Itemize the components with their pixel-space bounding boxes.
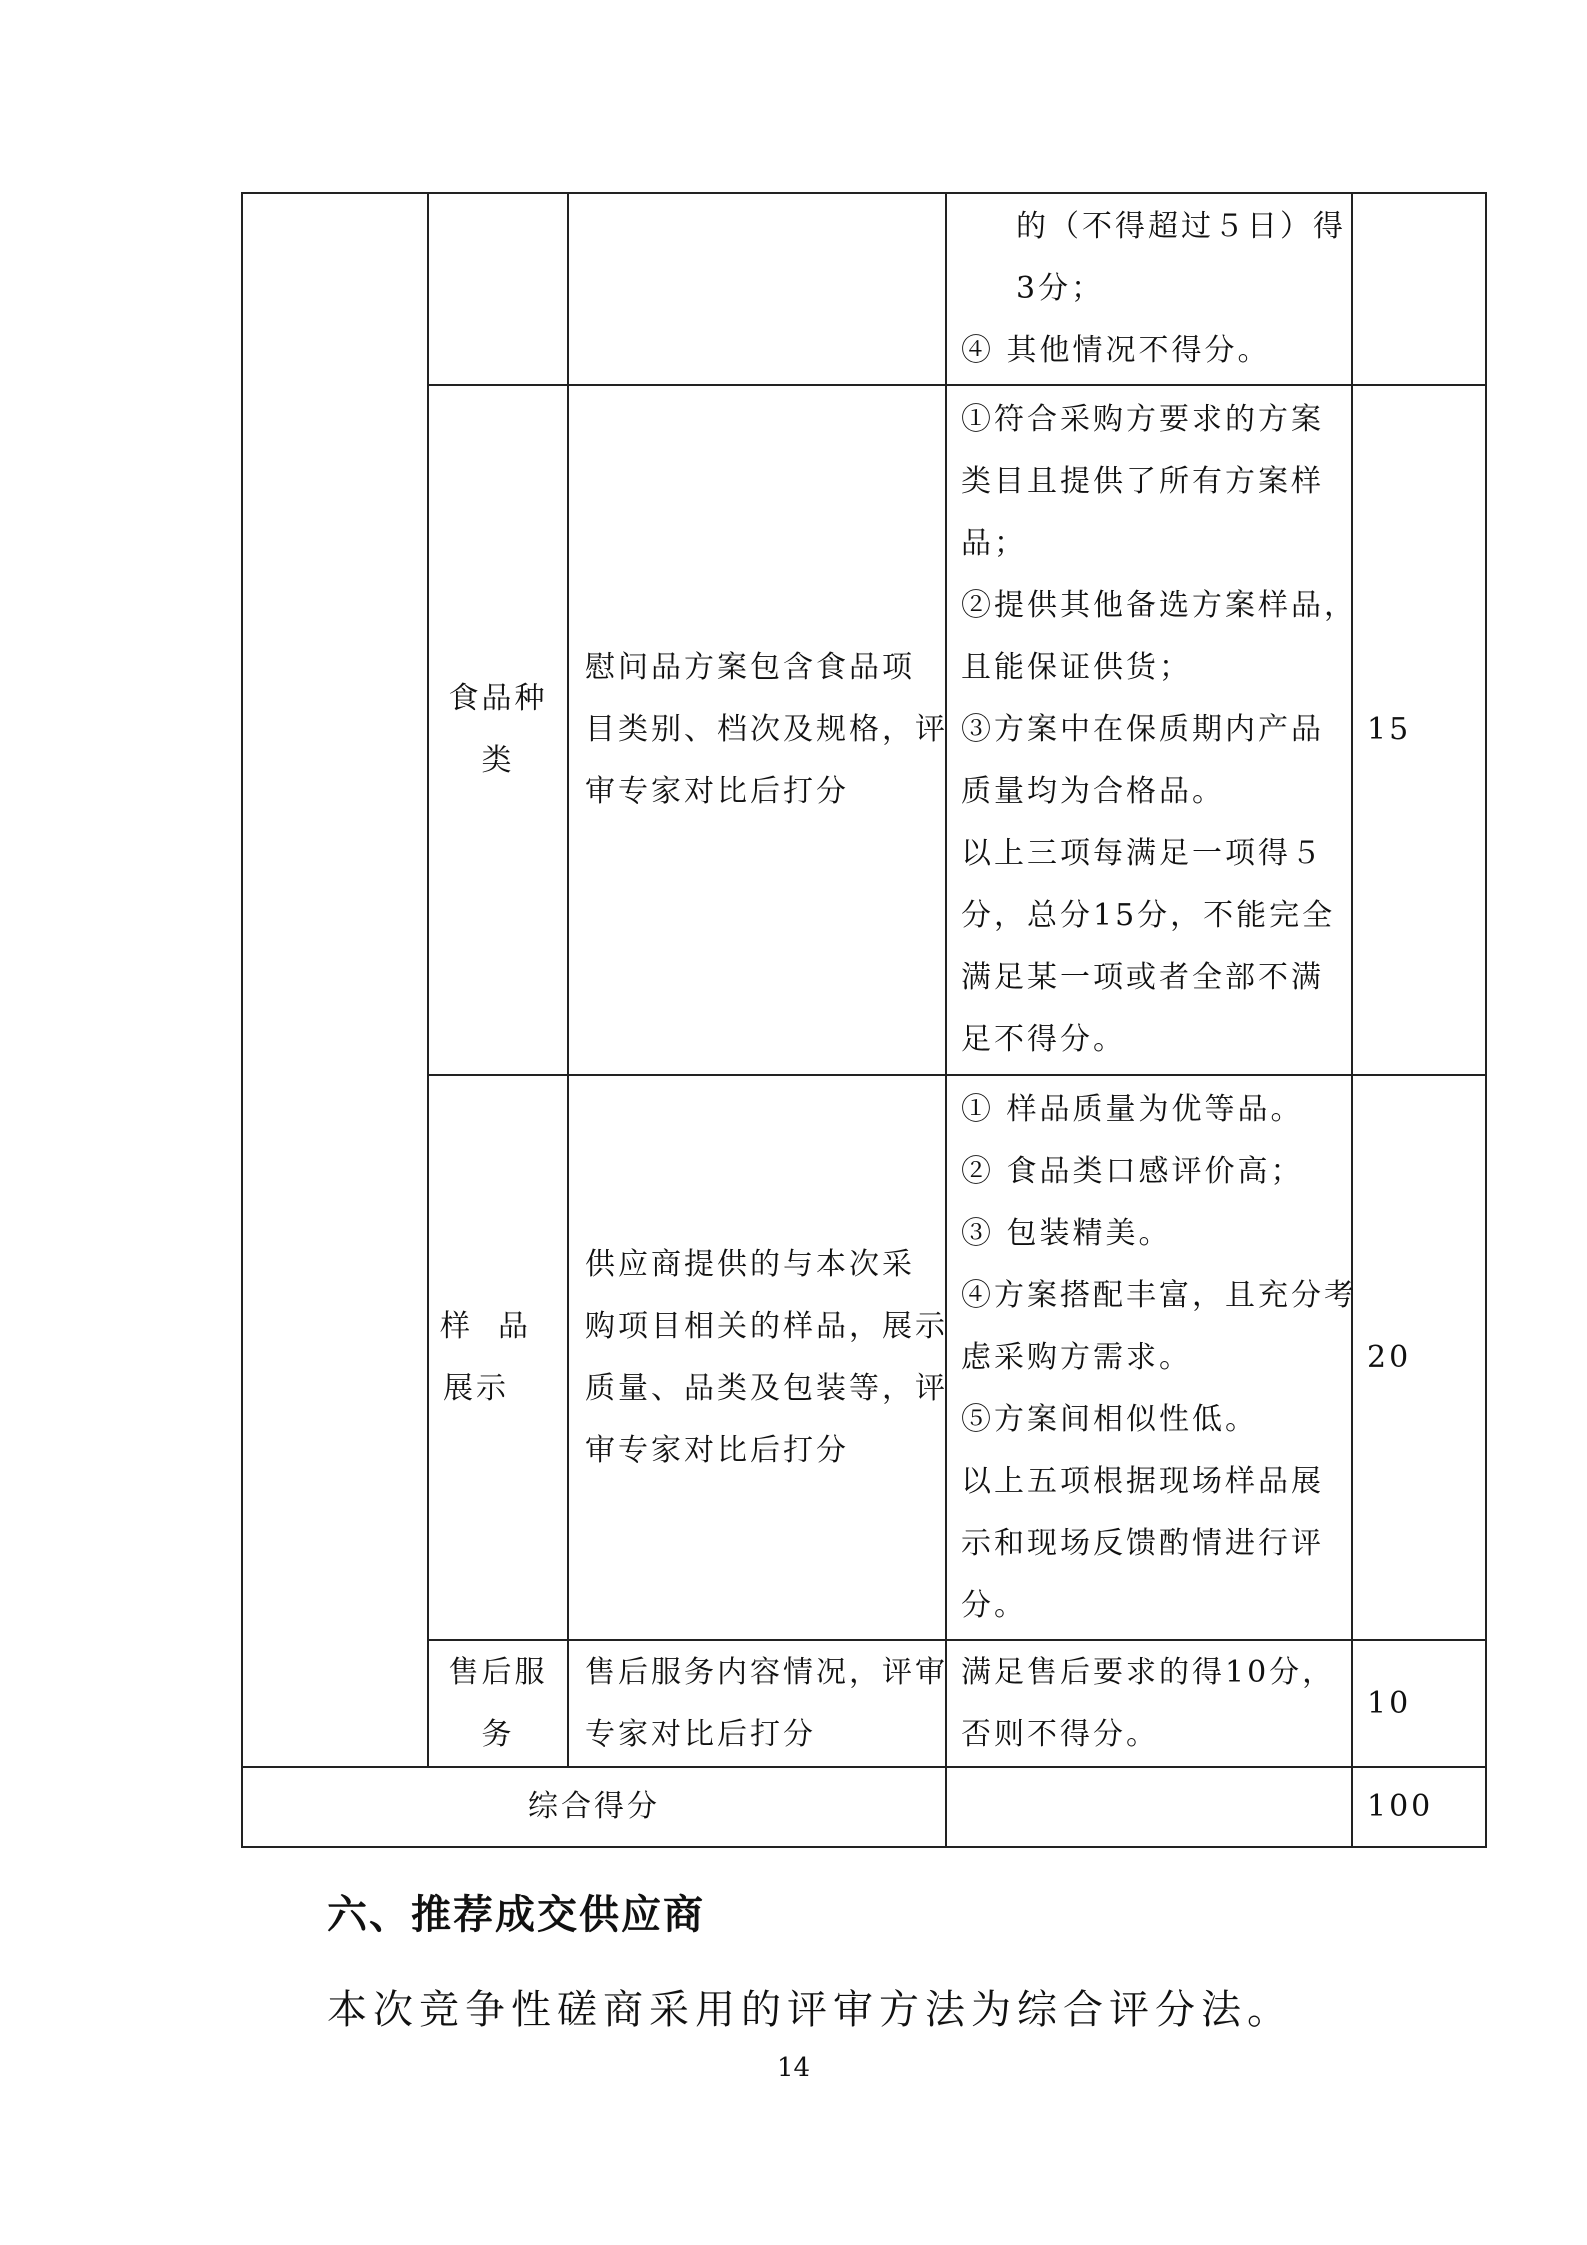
content-line: 目类别、档次及规格，评 [585,712,948,747]
scoring-table [241,192,1487,1848]
table-row [242,1640,1486,1767]
criteria-line: 以上三项每满足一项得５ [961,836,1324,871]
content-line: 供应商提供的与本次采 [585,1246,915,1282]
content-line: 质量、品类及包装等，评 [585,1370,948,1406]
total-criteria-cell [946,1767,1352,1847]
body-paragraph: 本次竞争性磋商采用的评审方法为综合评分法。 [327,1987,1293,2033]
criteria-line: 质量均为合格品。 [961,774,1225,809]
page-number: 14 [776,2053,811,2083]
criteria-line: ②提供其他备选方案样品， [961,588,1357,623]
item-cell [428,193,568,385]
criteria-line: ⑤方案间相似性低。 [961,1401,1258,1437]
score-cell: 10 [1352,1640,1486,1767]
criteria-cell [946,1075,1357,1640]
score-cell: 20 [1352,1075,1486,1640]
criteria-line: 3分； [1016,271,1105,306]
item-line: 展示 [443,1370,509,1406]
criteria-line: 满足售后要求的得10分， [961,1654,1336,1690]
content-line: 专家对比后打分 [585,1716,816,1752]
criteria-line: ④ 其他情况不得分。 [961,333,1271,368]
content-cell [568,385,946,1075]
table-row [242,1075,1486,1640]
content-line: 审专家对比后打分 [585,774,849,809]
criteria-line: 以上五项根据现场样品展 [961,1463,1324,1499]
content-cell [568,1075,946,1640]
item-cell [428,1640,568,1767]
criteria-line: 的（不得超过５日）得 [1016,209,1346,244]
criteria-line: ④方案搭配丰富，且充分考 [961,1277,1357,1313]
criteria-line: 类目且提供了所有方案样 [961,464,1324,499]
criteria-cell [946,1640,1352,1767]
criteria-line: ③方案中在保质期内产品 [961,712,1324,747]
score-cell: 15 [1352,385,1486,1075]
table-row-total [242,1767,1486,1847]
total-label: 综合得分 [242,1767,946,1847]
criteria-line: ③ 包装精美。 [961,1215,1172,1251]
criteria-line: 否则不得分。 [961,1716,1159,1752]
content-line: 审专家对比后打分 [585,1432,849,1468]
criteria-cell [946,385,1357,1075]
item-line: 务 [481,1716,515,1752]
criteria-line: 分。 [961,1587,1027,1623]
content-line: 售后服务内容情况，评审 [585,1654,948,1690]
item-line: 样品 [440,1308,556,1344]
section-heading: 六、推荐成交供应商 [327,1892,705,1938]
criteria-line: 且能保证供货； [961,650,1192,685]
criteria-line: 分，总分15分，不能完全 [961,898,1336,933]
item-line: 类 [481,743,515,778]
criteria-line: 满足某一项或者全部不满 [961,960,1324,995]
criteria-line: ① 样品质量为优等品。 [961,1091,1304,1127]
item-cell [428,1075,568,1640]
table-row [242,193,1486,385]
criteria-line: 虑采购方需求。 [961,1339,1192,1375]
item-cell [428,385,568,1075]
criteria-line: 示和现场反馈酌情进行评 [961,1525,1324,1561]
criteria-line: ①符合采购方要求的方案 [961,402,1324,437]
criteria-line: ② 食品类口感评价高； [961,1153,1304,1189]
criteria-line: 足不得分。 [961,1022,1126,1057]
content-line: 购项目相关的样品，展示 [585,1308,948,1344]
table-row [242,385,1486,1075]
score-cell [1352,193,1486,385]
content-cell [568,1640,946,1767]
total-score: 100 [1352,1767,1486,1847]
item-line: 食品种 [448,681,548,716]
category-cell [242,193,428,1767]
criteria-line: 品； [961,526,1027,561]
item-line: 售后服 [448,1654,548,1690]
criteria-cell [946,193,1352,385]
content-line: 慰问品方案包含食品项 [585,650,915,685]
content-cell [568,193,946,385]
